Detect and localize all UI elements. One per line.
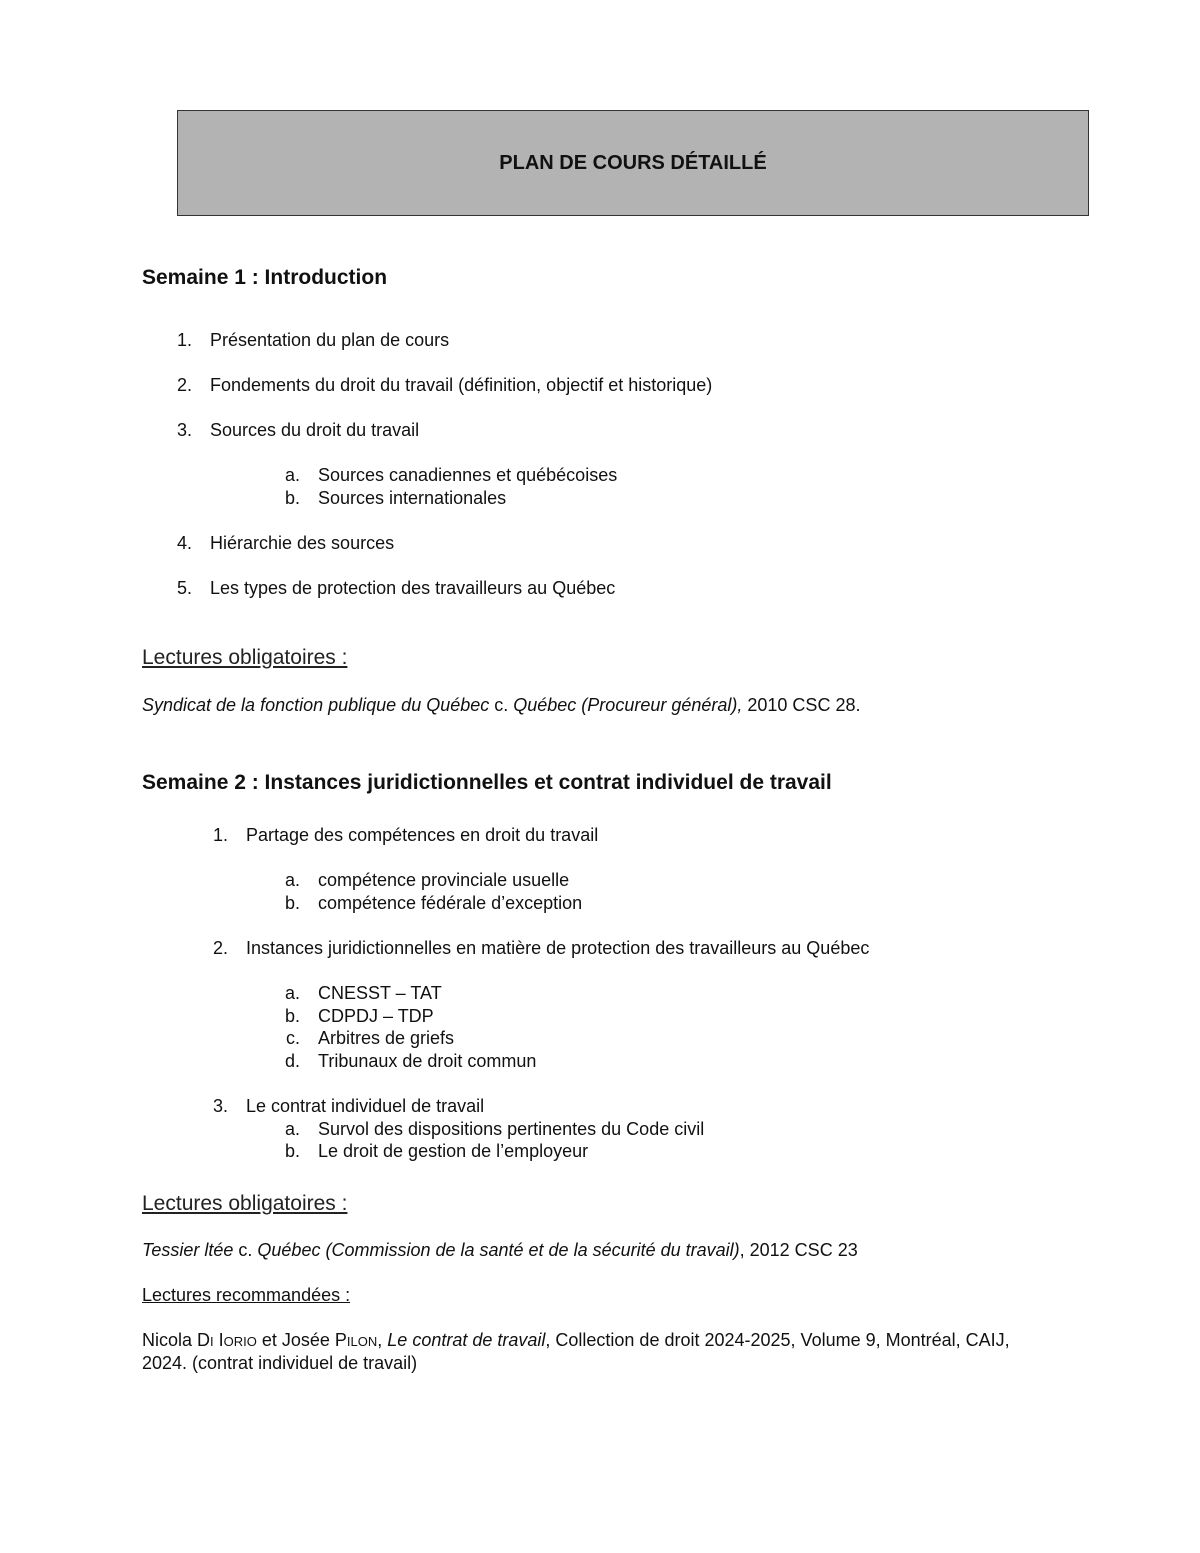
case-name: Tessier ltée: [142, 1240, 234, 1260]
week2-item: Partage des compétences en droit du travail: [246, 825, 599, 845]
week1-item-number: 2.: [176, 375, 192, 395]
author-surname: Di Iorio: [197, 1330, 257, 1350]
author-first-name: Nicola: [142, 1330, 198, 1350]
week1-subitem-letter: a.: [284, 465, 300, 485]
week2-subitem-letter: b.: [284, 1006, 300, 1026]
separator: ,: [377, 1330, 388, 1350]
case-name: Syndicat de la fonction publique du Québec: [142, 695, 490, 715]
case-citation: 2010 CSC 28.: [742, 695, 861, 715]
week1-item-number: 4.: [176, 533, 192, 553]
week1-item: Hiérarchie des sources: [210, 533, 395, 553]
week2-subitem: Le droit de gestion de l’employeur: [318, 1141, 589, 1161]
week2-subitem: Survol des dispositions pertinentes du Code civil: [318, 1119, 705, 1139]
week2-recommended-reading: [142, 1330, 1010, 1351]
week1-item-number: 3.: [176, 420, 192, 440]
week1-item-number: 5.: [176, 578, 192, 598]
week1-item: Présentation du plan de cours: [210, 330, 450, 350]
case-citation: , 2012 CSC 23: [739, 1240, 858, 1260]
week2-subitem-letter: b.: [284, 1141, 300, 1161]
week2-item-number: 2.: [212, 938, 228, 958]
week1-item: Fondements du droit du travail (définition, objectif et historique): [210, 375, 713, 395]
week2-subitem-letter: a.: [284, 1119, 300, 1139]
week2-recommended-heading: Lectures recommandées :: [142, 1285, 351, 1305]
week1-heading: Semaine 1 : Introduction: [142, 266, 388, 289]
case-party: Québec (Procureur général),: [513, 695, 743, 715]
week2-item: Instances juridictionnelles en matière de protection des travailleurs au Québec: [246, 938, 870, 958]
week2-subitem-letter: b.: [284, 893, 300, 913]
week2-subitem: compétence fédérale d’exception: [318, 893, 583, 913]
week2-item-number: 1.: [212, 825, 228, 845]
week1-subitem: Sources internationales: [318, 488, 507, 508]
book-title: Le contrat de travail: [387, 1330, 546, 1350]
week1-subitem: Sources canadiennes et québécoises: [318, 465, 618, 485]
week1-subitem-letter: b.: [284, 488, 300, 508]
week1-item: Les types de protection des travailleurs au Québec: [210, 578, 616, 598]
week2-subitem-letter: d.: [284, 1051, 300, 1071]
week2-subitem: compétence provinciale usuelle: [318, 870, 570, 890]
week2-reading: [142, 1240, 858, 1261]
week2-item: Le contrat individuel de travail: [246, 1096, 485, 1116]
case-separator: c.: [489, 695, 514, 715]
week2-subitem-letter: c.: [285, 1028, 300, 1048]
week2-subitem-letter: a.: [284, 870, 300, 890]
title-box: [177, 110, 1089, 216]
week2-subitem: Arbitres de griefs: [318, 1028, 455, 1048]
week1-readings-heading: Lectures obligatoires :: [142, 646, 348, 669]
author-first-name: et Josée: [256, 1330, 335, 1350]
week1-reading: [142, 695, 860, 716]
week2-subitem: Tribunaux de droit commun: [318, 1051, 537, 1071]
case-party: Québec (Commission de la santé et de la sécurité du travail): [257, 1240, 740, 1260]
week2-subitem: CNESST – TAT: [318, 983, 442, 1003]
week2-recommended-reading-line2: 2024. (contrat individuel de travail): [142, 1353, 418, 1373]
week2-subitem-letter: a.: [284, 983, 300, 1003]
week2-heading: Semaine 2 : Instances juridictionnelles et contrat individuel de travail: [142, 771, 832, 794]
document-title: PLAN DE COURS DÉTAILLÉ: [499, 151, 767, 174]
author-surname: Pilon: [334, 1330, 378, 1350]
case-separator: c.: [233, 1240, 258, 1260]
week2-item-number: 3.: [212, 1096, 228, 1116]
week2-subitem: CDPDJ – TDP: [318, 1006, 434, 1026]
week2-readings-heading: Lectures obligatoires :: [142, 1192, 348, 1215]
week1-item: Sources du droit du travail: [210, 420, 420, 440]
week1-item-number: 1.: [176, 330, 192, 350]
publication-details: , Collection de droit 2024-2025, Volume 9, Montréal, CAIJ,: [545, 1330, 1010, 1350]
